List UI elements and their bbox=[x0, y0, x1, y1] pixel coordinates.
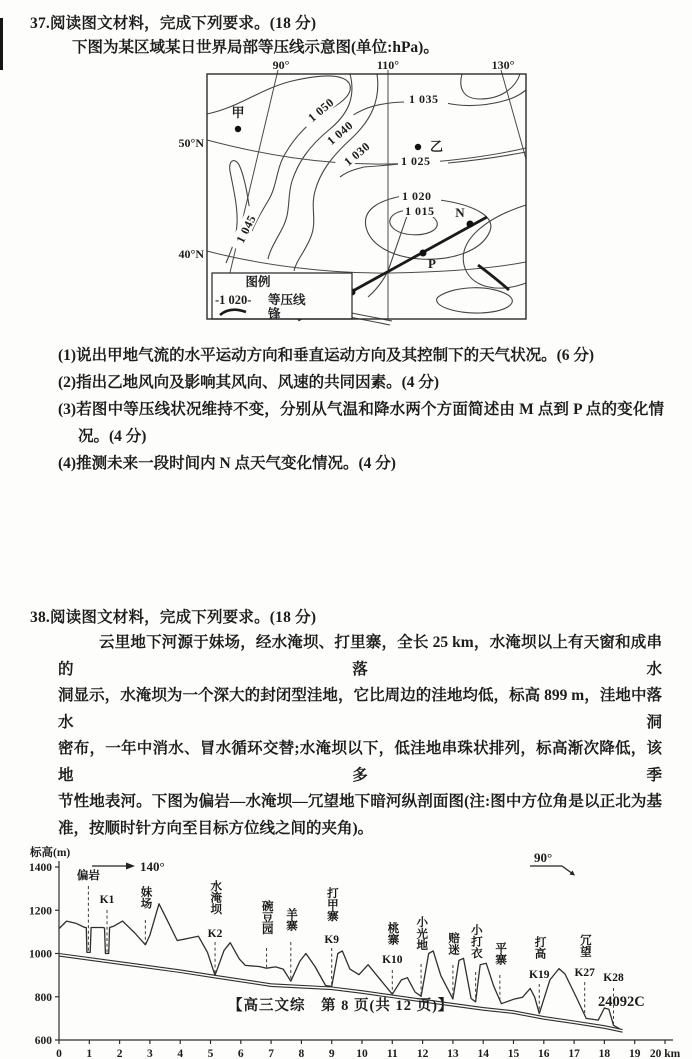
q38-paragraph-line: 准，按顺时针方向至目标方位线之间的夹角)。 bbox=[58, 819, 374, 837]
x-tick-label: 14 bbox=[477, 1048, 489, 1059]
station-label: 偏岩 bbox=[76, 870, 100, 882]
station-label: 碗豆园 bbox=[260, 900, 273, 935]
station-label: 小光地 bbox=[415, 916, 428, 951]
x-tick-label: 0 bbox=[56, 1048, 62, 1059]
exam-page bbox=[0, 12, 692, 1059]
station-k-label: K2 bbox=[207, 928, 223, 940]
x-tick-label: 9 bbox=[328, 1048, 335, 1059]
isobar-map-figure bbox=[0, 59, 692, 331]
y-tick-label: 1000 bbox=[29, 948, 52, 961]
lon-label-90: 90° bbox=[272, 59, 290, 72]
station-label: K1 bbox=[99, 894, 115, 906]
legend-isobar-label: 等压线 bbox=[268, 293, 306, 307]
point-yi-label: 乙 bbox=[430, 139, 444, 154]
x-tick-label: 8 bbox=[298, 1048, 305, 1059]
isobar-label-1040: 1 040 bbox=[324, 118, 356, 148]
isobar-label-1050: 1 050 bbox=[305, 95, 337, 125]
station-label: 羊寨 bbox=[284, 908, 297, 931]
x-tick-label: 3 bbox=[147, 1048, 153, 1059]
point-jia-dot bbox=[235, 126, 241, 132]
lon-label-130: 130° bbox=[491, 59, 515, 72]
station-label: 妹场 bbox=[139, 886, 152, 909]
y-axis-title: 标高(m) bbox=[30, 847, 71, 859]
q38-paragraph-line: 洞显示，水淹坝为一个深大的封闭型洼地，它比周边的洼地均低，标高 899 m，洼地中落水洞 bbox=[58, 687, 662, 731]
x-tick-label: 4 bbox=[177, 1048, 184, 1059]
x-tick-label: 18 bbox=[598, 1048, 611, 1059]
station-label: 赔迷 bbox=[447, 932, 460, 955]
point-p-label: P bbox=[428, 256, 436, 271]
q37-subquestion-2: (2)指出乙地风向及影响其风向、风速的共同因素。(4 分) bbox=[58, 374, 440, 391]
x-tick-label: 16 bbox=[538, 1048, 550, 1059]
x-tick-label: 19 bbox=[628, 1048, 641, 1059]
station-k-label: K9 bbox=[324, 934, 340, 946]
station-label: 冗望 bbox=[578, 934, 591, 957]
x-tick-label: 15 bbox=[507, 1048, 520, 1059]
q38-heading: 38.阅读图文材料，完成下列要求。(18 分) bbox=[30, 609, 317, 626]
x-tick-label: 17 bbox=[568, 1048, 580, 1059]
scan-edge-artifact bbox=[0, 18, 3, 70]
x-tick-label: 20 km bbox=[649, 1048, 681, 1059]
azimuth-end-label: 90° bbox=[534, 850, 553, 865]
x-tick-label: 2 bbox=[116, 1048, 123, 1059]
point-yi-dot bbox=[415, 144, 421, 150]
q37-subquestion-4: (4)推测未来一段时间内 N 点天气变化情况。(4 分) bbox=[58, 455, 396, 472]
y-tick-label: 1400 bbox=[29, 862, 52, 874]
station-label: 打甲寨 bbox=[325, 887, 338, 922]
isobar-labels bbox=[229, 90, 448, 252]
station-k-label: K27 bbox=[574, 967, 595, 979]
legend-isobar-sample: -1 020- bbox=[215, 293, 252, 307]
x-tick-label: 7 bbox=[268, 1048, 274, 1059]
q38-paragraph-line: 节性地表河。下图为偏岩—水淹坝—冗望地下暗河纵剖面图(注:图中方位角是以正北为基 bbox=[58, 793, 662, 810]
isobar-label-1035: 1 035 bbox=[409, 92, 439, 106]
isobar-label-1030: 1 030 bbox=[341, 139, 373, 169]
lat-label-40n: 40°N bbox=[178, 247, 204, 261]
isobar-label-1045: 1 045 bbox=[233, 212, 259, 246]
q37-subquestion-1: (1)说出甲地气流的水平运动方向和垂直运动方向及其控制下的天气状况。(6 分) bbox=[58, 347, 595, 364]
y-tick-label: 600 bbox=[34, 1035, 52, 1047]
x-tick-label: 6 bbox=[237, 1048, 244, 1059]
x-tick-label: 5 bbox=[207, 1048, 214, 1059]
point-p-dot bbox=[420, 250, 427, 257]
station-label-layer bbox=[0, 844, 692, 1059]
lat-label-50n: 50°N bbox=[178, 136, 204, 150]
lon-label-110: 110° bbox=[376, 59, 400, 72]
q37-heading: 37.阅读图文材料，完成下列要求。(18 分) bbox=[30, 15, 317, 32]
footer-code: 24092C bbox=[598, 994, 645, 1010]
map-legend bbox=[212, 273, 352, 321]
isobar-label-1025: 1 025 bbox=[401, 154, 431, 168]
y-tick-label: 1200 bbox=[29, 905, 52, 918]
station-label: 桃寨 bbox=[386, 922, 399, 945]
station-k-label: K19 bbox=[529, 969, 550, 981]
x-tick-label: 10 bbox=[356, 1048, 368, 1059]
station-k-label: K10 bbox=[382, 954, 403, 966]
isobar-label-1020: 1 020 bbox=[402, 189, 432, 203]
station-label: 平寨 bbox=[494, 942, 507, 965]
q37-subquestion-3: (3)若图中等压线状况维持不变，分别从气温和降水两个方面简述由 M 点到 P 点的变化情 bbox=[58, 401, 664, 418]
azimuth-start-label: 140° bbox=[140, 859, 165, 874]
x-tick-label: 13 bbox=[447, 1048, 459, 1059]
station-label: 水淹坝 bbox=[209, 880, 222, 915]
station-label: K28 bbox=[603, 972, 624, 984]
q38-paragraph-line: 云里地下河源于妹场，经水淹坝、打里寨，全长 25 km，水淹坝以上有天窗和成串的落水 bbox=[58, 634, 662, 678]
isobar-label-1015: 1 015 bbox=[405, 204, 435, 218]
point-n-dot bbox=[467, 221, 474, 228]
profile-chart-figure bbox=[0, 844, 692, 1059]
station-label: 打高 bbox=[533, 936, 546, 959]
point-n-label: N bbox=[455, 205, 465, 220]
footer-page-label: 【高三文综 第 8 页(共 12 页)】 bbox=[228, 998, 454, 1014]
station-label: 小打衣 bbox=[469, 924, 482, 959]
x-tick-label: 1 bbox=[86, 1048, 93, 1059]
q37-subquestion-3-cont: 况。(4 分) bbox=[78, 428, 147, 445]
q38-paragraph-line: 密布，一年中消水、冒水循环交替;水淹坝以下，低洼地串珠状排列，标高渐次降低，该地多季 bbox=[58, 740, 662, 784]
x-tick-label: 11 bbox=[386, 1048, 398, 1059]
y-tick-label: 800 bbox=[34, 991, 52, 1004]
legend-title: 图例 bbox=[245, 275, 271, 289]
q37-caption: 下图为某区域某日世界局部等压线示意图(单位:hPa)。 bbox=[72, 39, 439, 56]
x-tick-label: 12 bbox=[416, 1048, 429, 1059]
point-jia-label: 甲 bbox=[231, 105, 245, 120]
legend-front-label: 锋 bbox=[268, 307, 281, 321]
